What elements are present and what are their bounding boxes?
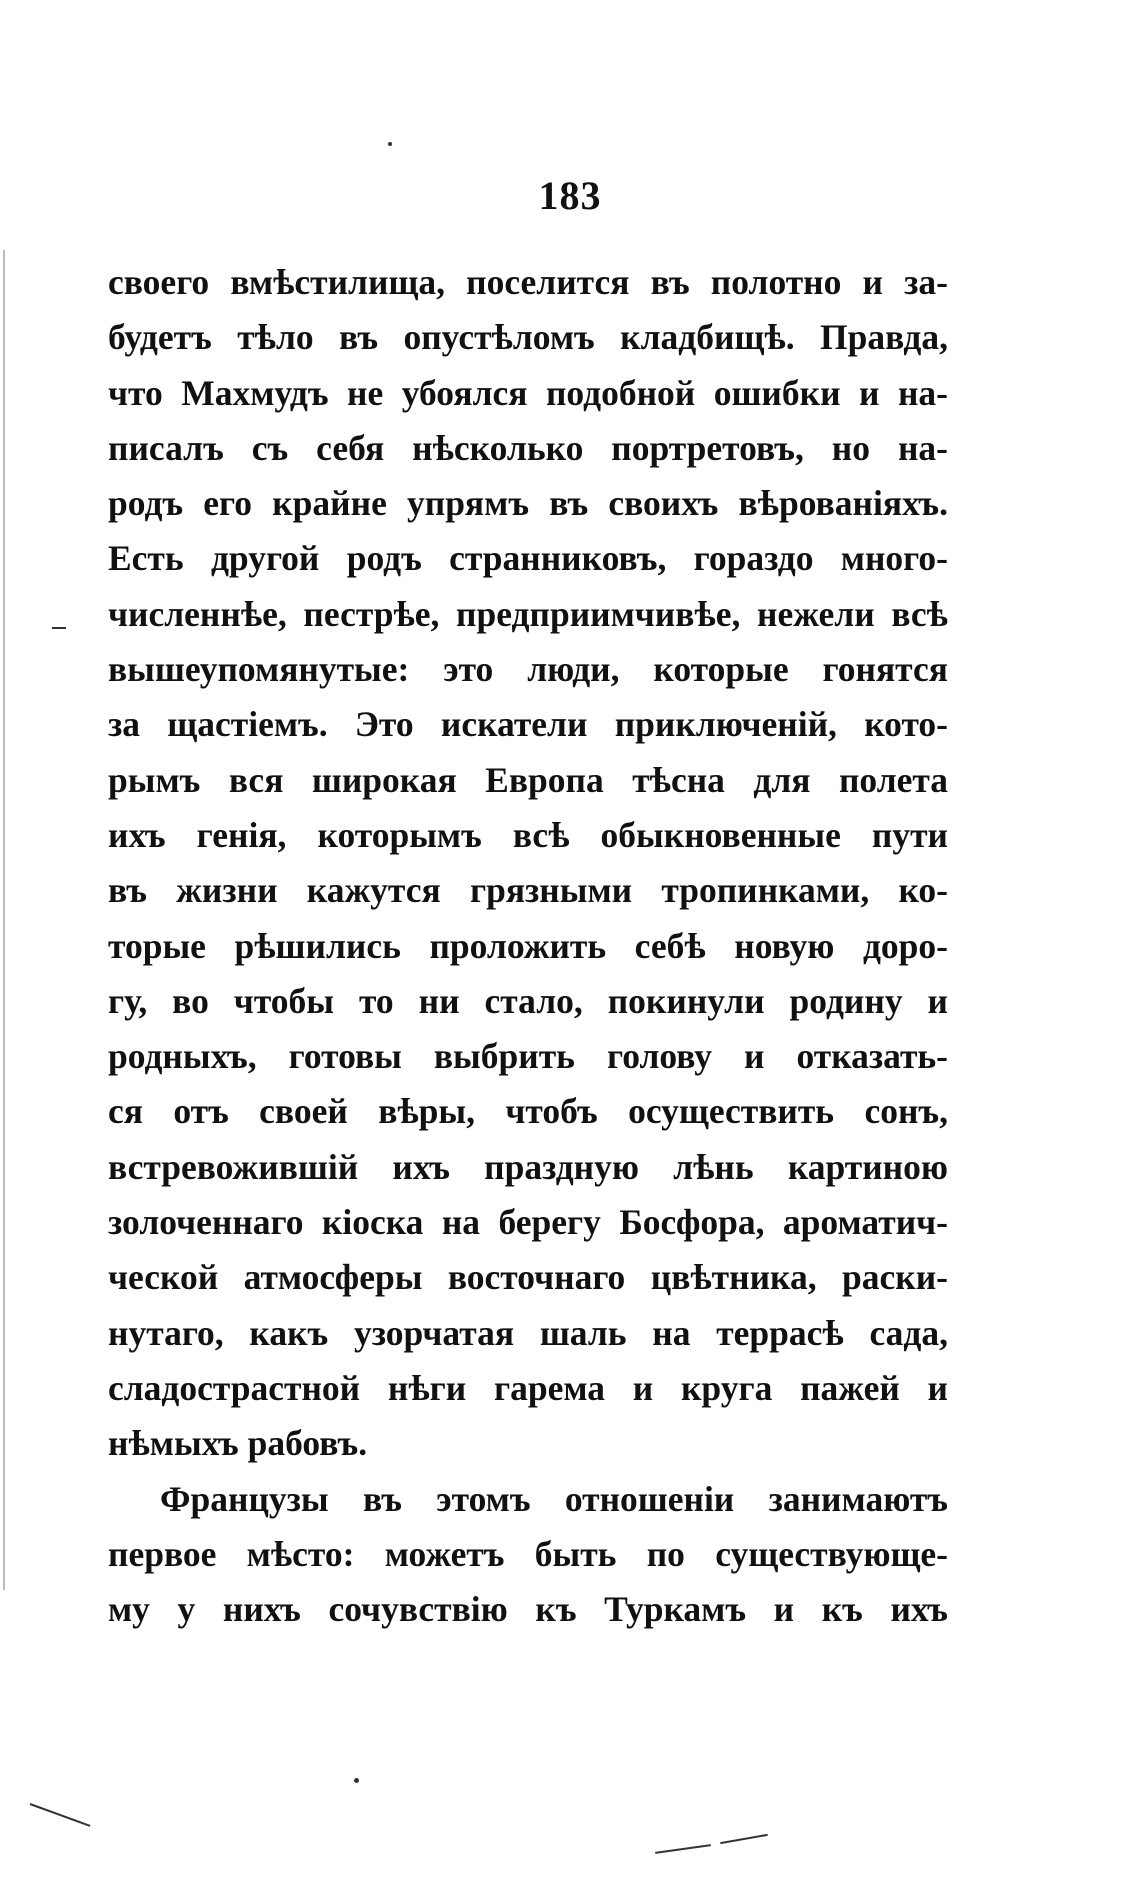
text-line: нутаго, какъ узорчатая шаль на террасѣ сада, — [108, 1312, 948, 1353]
text-line: му у нихъ сочувствію къ Туркамъ и къ ихъ — [108, 1589, 948, 1630]
text-line: торые рѣшились проложить себѣ новую доро- — [108, 925, 948, 966]
scan-mark — [720, 1834, 768, 1844]
text-line: вышеупомянутые: это люди, которые гонятся — [108, 649, 948, 690]
text-line: численнѣе, пестрѣе, предприимчивѣе, нежели всѣ — [108, 593, 948, 634]
page-number: 183 — [538, 173, 602, 218]
text-line: родныхъ, готовы выбрить голову и отказать- — [108, 1036, 948, 1077]
text-line: ся отъ своей вѣры, чтобъ осуществить сонъ, — [108, 1091, 948, 1132]
text-line: первое мѣсто: можетъ быть по существующе- — [108, 1533, 948, 1574]
text-line: Французы въ этомъ отношеніи занимаютъ — [160, 1478, 948, 1519]
text-line: будетъ тѣло въ опустѣломъ кладбищѣ. Правда, — [108, 317, 948, 358]
scan-mark — [388, 142, 392, 146]
scan-mark — [354, 1778, 359, 1783]
text-line: нѣмыхъ рабовъ. — [108, 1423, 368, 1464]
scan-mark — [655, 1844, 711, 1854]
text-line: рымъ вся широкая Европа тѣсна для полета — [108, 759, 948, 800]
text-line: золоченнаго кіоска на берегу Босфора, ароматич- — [108, 1202, 948, 1243]
body-text — [108, 255, 948, 1637]
text-line: сладострастной нѣги гарема и круга пажей и — [108, 1367, 948, 1408]
text-line: гу, во чтобы то ни стало, покинули родину и — [108, 980, 948, 1021]
text-line: встревожившій ихъ праздную лѣнь картиною — [108, 1146, 948, 1187]
text-line: Есть другой родъ странниковъ, гораздо много- — [108, 538, 948, 579]
scan-mark — [52, 627, 66, 629]
text-line: родъ его крайне упрямъ въ своихъ вѣрованіяхъ. — [108, 483, 948, 524]
text-line: своего вмѣстилища, поселится въ полотно и за- — [108, 262, 948, 302]
text-line: ихъ генія, которымъ всѣ обыкновенные пути — [108, 814, 948, 855]
text-line: въ жизни кажутся грязными тропинками, ко- — [108, 870, 948, 911]
scan-mark — [30, 1803, 91, 1827]
scan-mark — [3, 250, 5, 1590]
text-line: за щастіемъ. Это искатели приключеній, кото- — [108, 704, 948, 745]
text-line: ческой атмосферы восточнаго цвѣтника, раски- — [108, 1257, 948, 1298]
text-line: писалъ съ себя нѣсколько портретовъ, но на- — [108, 427, 948, 468]
text-line: что Махмудъ не убоялся подобной ошибки и на- — [108, 372, 948, 413]
